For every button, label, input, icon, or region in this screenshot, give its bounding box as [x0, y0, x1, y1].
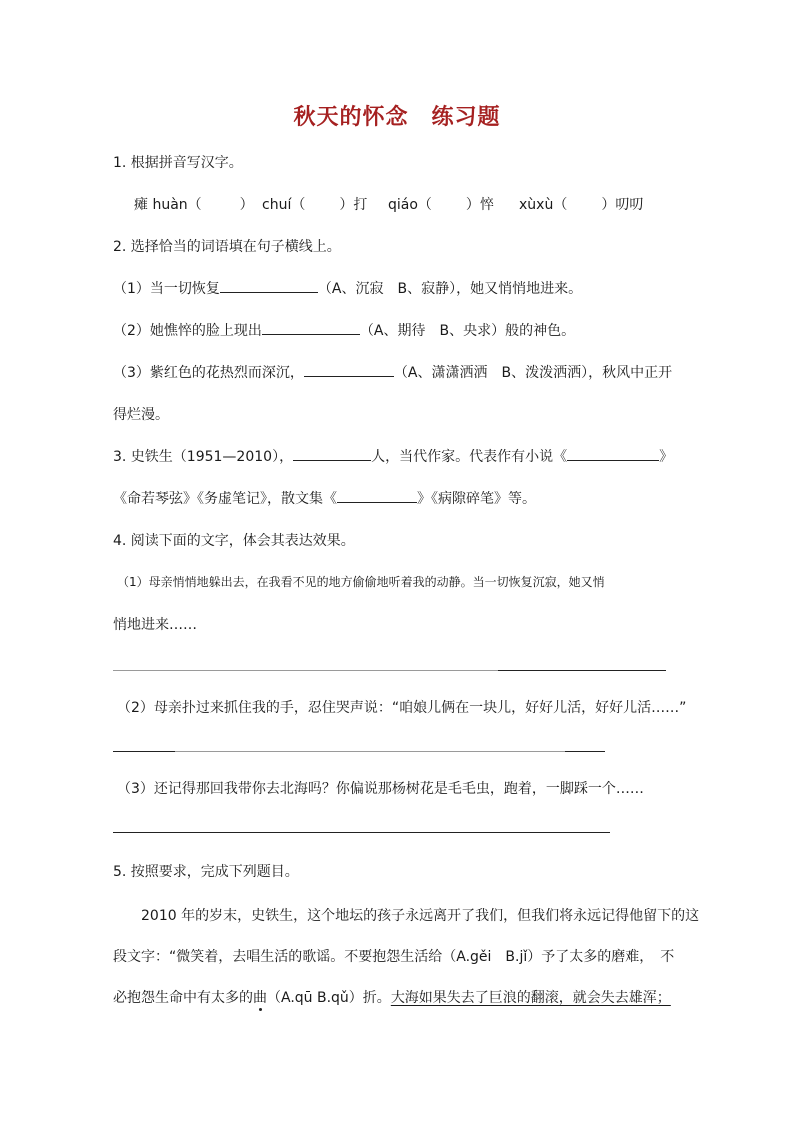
q2-s2-blank[interactable] — [262, 320, 360, 335]
q2-s3-post: （A、潇潇洒洒 B、泼泼洒洒），秋风中正开 — [393, 365, 673, 381]
q3-line1-b: 人，当代作家。代表作有小说《 — [371, 449, 568, 465]
q3-blank-3[interactable] — [337, 488, 417, 503]
answer-line-2a[interactable] — [113, 751, 175, 752]
q1-item-1-pre: 瘫 huàn（ — [134, 197, 202, 213]
question-1-heading: 1. 根据拼音写汉字。 — [113, 155, 243, 171]
q3-line2-a: 《命若琴弦》《务虚笔记》，散文集《 — [113, 491, 337, 507]
page-title: 秋天的怀念 练习题 — [293, 104, 501, 130]
q2-sentence-3-cont: 得烂漫。 — [113, 407, 169, 423]
q5-paragraph-line-3 — [113, 987, 671, 1007]
answer-line-2b[interactable] — [175, 751, 565, 752]
q3-line1-a: 3. 史铁生（1951—2010）， — [113, 449, 294, 465]
q2-sentence-1 — [113, 278, 582, 298]
q2-s2-post: （A、期待 B、央求）般的神色。 — [359, 323, 576, 339]
q2-s1-pre: （1）当一切恢复 — [113, 281, 220, 297]
q4-passage-1: （1）母亲悄悄地躲出去，在我看不见的地方偷偷地听着我的动静。当一切恢复沉寂，她又悄 — [117, 575, 605, 589]
q1-item-1 — [134, 194, 254, 214]
q3-line-1 — [113, 446, 673, 466]
q1-item-3-pre: qiáo（ — [388, 197, 432, 213]
q1-item-2-pre: chuí（ — [262, 197, 306, 213]
q1-item-2 — [262, 194, 367, 214]
q5-underlined-sentence: 大海如果失去了巨浪的翻滚，就会失去雄浑； — [390, 990, 671, 1006]
answer-line-2c[interactable] — [565, 751, 605, 752]
q2-sentence-3 — [113, 362, 672, 382]
question-5-heading: 5. 按照要求，完成下列题目。 — [113, 864, 299, 880]
q5-l3-a: 必抱怨生命中有太多的 — [113, 990, 253, 1006]
q3-line-2 — [113, 488, 536, 508]
q2-s2-pre: （2）她憔悴的脸上现出 — [113, 323, 262, 339]
question-4-heading: 4. 阅读下面的文字，体会其表达效果。 — [113, 533, 355, 549]
answer-line-1a[interactable] — [113, 670, 498, 671]
answer-line-1b[interactable] — [498, 670, 666, 671]
q4-passage-3: （3）还记得那回我带你去北海吗？你偏说那杨树花是毛毛虫，跑着，一脚踩一个…… — [117, 781, 644, 797]
q1-item-4 — [519, 194, 643, 214]
q2-s3-blank[interactable] — [304, 362, 394, 377]
q4-passage-1-cont: 悄地进来…… — [113, 617, 197, 633]
q3-line1-c: 》 — [659, 449, 674, 465]
q1-item-2-post: ）打 — [339, 197, 368, 213]
q2-s3-pre: （3）紫红色的花热烈而深沉， — [113, 365, 304, 381]
q5-l3-b: （A.qū B.qǔ）折。 — [267, 990, 391, 1006]
q3-blank-2[interactable] — [567, 446, 659, 461]
q1-item-1-post: ） — [239, 197, 254, 213]
question-2-heading: 2. 选择恰当的词语填在句子横线上。 — [113, 239, 341, 255]
q2-s1-post: （A、沉寂 B、寂静），她又悄悄地进来。 — [317, 281, 583, 297]
q1-item-4-pre: xùxù（ — [519, 197, 568, 213]
q3-blank-1[interactable] — [293, 446, 371, 461]
answer-line-3[interactable] — [113, 832, 610, 833]
q5-emphasis-char: 曲 — [253, 990, 267, 1006]
q4-passage-2: （2）母亲扑过来抓住我的手，忍住哭声说：“咱娘儿俩在一块儿，好好儿活，好好儿活……” — [117, 700, 687, 716]
q5-paragraph-line-2: 段文字：“微笑着，去唱生活的歌谣。不要抱怨生活给（A.gěi B.jǐ）予了太多的磨难， 不 — [113, 949, 675, 965]
q2-sentence-2 — [113, 320, 575, 340]
q1-item-3 — [388, 194, 494, 214]
q1-item-4-post: ）叨叨 — [601, 197, 644, 213]
q1-item-3-post: ）悴 — [465, 197, 494, 213]
q5-paragraph-line-1: 2010 年的岁末，史铁生，这个地坛的孩子永远离开了我们，但我们将永远记得他留下的这 — [141, 908, 700, 924]
q3-line2-b: 》《病隙碎笔》等。 — [417, 491, 536, 507]
q2-s1-blank[interactable] — [220, 278, 318, 293]
